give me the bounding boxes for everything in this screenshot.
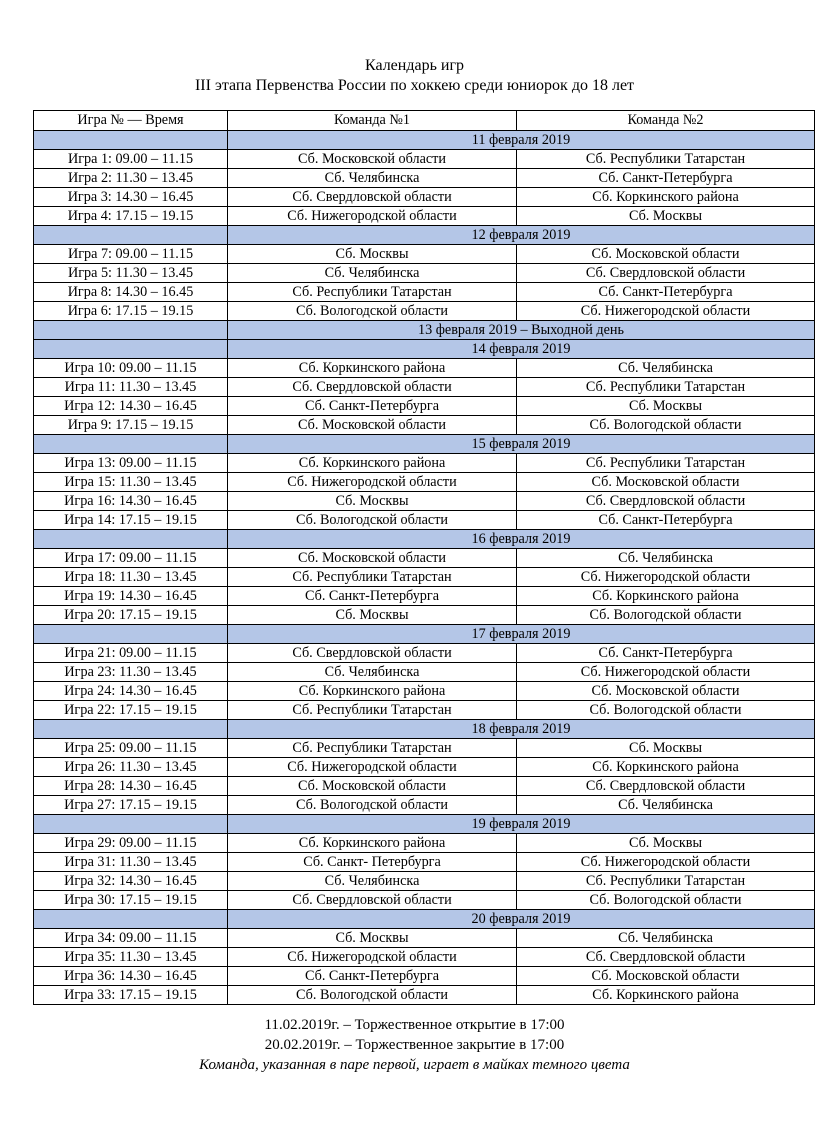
game-time-cell: Игра 18: 11.30 – 13.45	[34, 568, 228, 587]
date-row	[34, 226, 815, 245]
team-2-cell: Сб. Свердловской области	[517, 948, 815, 967]
team-1-cell: Сб. Республики Татарстан	[228, 568, 517, 587]
team-1-cell: Сб. Московской области	[228, 549, 517, 568]
team-1-cell: Сб. Свердловской области	[228, 644, 517, 663]
table-header-row	[34, 111, 815, 131]
team-1-cell: Сб. Москвы	[228, 606, 517, 625]
game-row	[34, 283, 815, 302]
game-row	[34, 606, 815, 625]
team-2-cell: Сб. Коркинского района	[517, 188, 815, 207]
game-time-cell: Игра 4: 17.15 – 19.15	[34, 207, 228, 226]
date-row-blank-cell	[34, 321, 228, 340]
game-row	[34, 986, 815, 1005]
game-time-cell: Игра 28: 14.30 – 16.45	[34, 777, 228, 796]
game-row	[34, 644, 815, 663]
game-row	[34, 929, 815, 948]
team-2-cell: Сб. Свердловской области	[517, 777, 815, 796]
game-time-cell: Игра 12: 14.30 – 16.45	[34, 397, 228, 416]
game-time-cell: Игра 34: 09.00 – 11.15	[34, 929, 228, 948]
game-time-cell: Игра 11: 11.30 – 13.45	[34, 378, 228, 397]
team-2-cell: Сб. Санкт-Петербурга	[517, 283, 815, 302]
team-1-cell: Сб. Челябинска	[228, 169, 517, 188]
game-row	[34, 454, 815, 473]
date-label: 16 февраля 2019	[228, 530, 815, 549]
game-time-cell: Игра 7: 09.00 – 11.15	[34, 245, 228, 264]
team-2-cell: Сб. Челябинска	[517, 359, 815, 378]
team-1-cell: Сб. Москвы	[228, 929, 517, 948]
game-row	[34, 587, 815, 606]
team-1-cell: Сб. Московской области	[228, 150, 517, 169]
game-time-cell: Игра 35: 11.30 – 13.45	[34, 948, 228, 967]
team-1-cell: Сб. Вологодской области	[228, 796, 517, 815]
date-row-blank-cell	[34, 131, 228, 150]
date-row-blank-cell	[34, 340, 228, 359]
game-row	[34, 796, 815, 815]
team-2-cell: Сб. Москвы	[517, 397, 815, 416]
team-2-cell: Сб. Вологодской области	[517, 606, 815, 625]
team-1-cell: Сб. Санкт-Петербурга	[228, 967, 517, 986]
team-1-cell: Сб. Свердловской области	[228, 378, 517, 397]
team-1-cell: Сб. Московской области	[228, 416, 517, 435]
game-time-cell: Игра 22: 17.15 – 19.15	[34, 701, 228, 720]
game-row	[34, 739, 815, 758]
team-2-cell: Сб. Республики Татарстан	[517, 454, 815, 473]
closing-ceremony-note: 20.02.2019г. – Торжественное закрытие в 17:00	[264, 1037, 565, 1053]
game-row	[34, 663, 815, 682]
date-row-blank-cell	[34, 910, 228, 929]
jersey-color-note: Команда, указанная в паре первой, играет в майках темного цвета	[199, 1057, 630, 1073]
game-time-cell: Игра 9: 17.15 – 19.15	[34, 416, 228, 435]
game-time-cell: Игра 5: 11.30 – 13.45	[34, 264, 228, 283]
team-1-cell: Сб. Вологодской области	[228, 511, 517, 530]
team-2-cell: Сб. Коркинского района	[517, 758, 815, 777]
team-1-cell: Сб. Свердловской области	[228, 891, 517, 910]
team-2-cell: Сб. Республики Татарстан	[517, 150, 815, 169]
game-row	[34, 378, 815, 397]
game-time-cell: Игра 27: 17.15 – 19.15	[34, 796, 228, 815]
team-2-cell: Сб. Республики Татарстан	[517, 378, 815, 397]
game-row	[34, 682, 815, 701]
team-1-cell: Сб. Челябинска	[228, 264, 517, 283]
game-time-cell: Игра 31: 11.30 – 13.45	[34, 853, 228, 872]
team-2-cell: Сб. Санкт-Петербурга	[517, 511, 815, 530]
date-row	[34, 625, 815, 644]
schedule-table	[33, 110, 815, 1005]
team-2-cell: Сб. Московской области	[517, 682, 815, 701]
game-row	[34, 188, 815, 207]
game-time-cell: Игра 32: 14.30 – 16.45	[34, 872, 228, 891]
game-time-cell: Игра 20: 17.15 – 19.15	[34, 606, 228, 625]
team-1-cell: Сб. Республики Татарстан	[228, 283, 517, 302]
game-time-cell: Игра 36: 14.30 – 16.45	[34, 967, 228, 986]
team-2-cell: Сб. Нижегородской области	[517, 853, 815, 872]
date-label: 11 февраля 2019	[228, 131, 815, 150]
game-row	[34, 169, 815, 188]
game-time-cell: Игра 33: 17.15 – 19.15	[34, 986, 228, 1005]
game-time-cell: Игра 3: 14.30 – 16.45	[34, 188, 228, 207]
team-2-cell: Сб. Республики Татарстан	[517, 872, 815, 891]
team-1-cell: Сб. Челябинска	[228, 872, 517, 891]
game-time-cell: Игра 8: 14.30 – 16.45	[34, 283, 228, 302]
header-game-time: Игра № — Время	[34, 111, 228, 131]
game-time-cell: Игра 25: 09.00 – 11.15	[34, 739, 228, 758]
date-row	[34, 530, 815, 549]
date-label: 15 февраля 2019	[228, 435, 815, 454]
team-2-cell: Сб. Вологодской области	[517, 891, 815, 910]
team-2-cell: Сб. Москвы	[517, 739, 815, 758]
team-2-cell: Сб. Московской области	[517, 967, 815, 986]
team-1-cell: Сб. Коркинского района	[228, 682, 517, 701]
team-1-cell: Сб. Нижегородской области	[228, 948, 517, 967]
game-row	[34, 568, 815, 587]
game-time-cell: Игра 26: 11.30 – 13.45	[34, 758, 228, 777]
team-1-cell: Сб. Коркинского района	[228, 834, 517, 853]
date-row-blank-cell	[34, 226, 228, 245]
date-label: 14 февраля 2019	[228, 340, 815, 359]
team-2-cell: Сб. Вологодской области	[517, 701, 815, 720]
game-row	[34, 511, 815, 530]
game-row	[34, 777, 815, 796]
team-1-cell: Сб. Коркинского района	[228, 454, 517, 473]
team-1-cell: Сб. Нижегородской области	[228, 758, 517, 777]
team-2-cell: Сб. Московской области	[517, 245, 815, 264]
date-row-blank-cell	[34, 435, 228, 454]
opening-ceremony-note: 11.02.2019г. – Торжественное открытие в 17:00	[264, 1017, 565, 1033]
date-row	[34, 910, 815, 929]
team-2-cell: Сб. Челябинска	[517, 796, 815, 815]
team-2-cell: Сб. Коркинского района	[517, 986, 815, 1005]
team-2-cell: Сб. Московской области	[517, 473, 815, 492]
game-time-cell: Игра 21: 09.00 – 11.15	[34, 644, 228, 663]
date-row	[34, 720, 815, 739]
team-1-cell: Сб. Нижегородской области	[228, 207, 517, 226]
date-row	[34, 340, 815, 359]
team-1-cell: Сб. Свердловской области	[228, 188, 517, 207]
team-1-cell: Сб. Вологодской области	[228, 302, 517, 321]
game-time-cell: Игра 2: 11.30 – 13.45	[34, 169, 228, 188]
date-row-blank-cell	[34, 815, 228, 834]
team-1-cell: Сб. Санкт- Петербурга	[228, 853, 517, 872]
game-time-cell: Игра 1: 09.00 – 11.15	[34, 150, 228, 169]
team-1-cell: Сб. Республики Татарстан	[228, 739, 517, 758]
game-row	[34, 207, 815, 226]
date-label: 13 февраля 2019 – Выходной день	[228, 321, 815, 340]
date-label: 12 февраля 2019	[228, 226, 815, 245]
team-2-cell: Сб. Нижегородской области	[517, 663, 815, 682]
game-row	[34, 359, 815, 378]
game-time-cell: Игра 24: 14.30 – 16.45	[34, 682, 228, 701]
team-1-cell: Сб. Челябинска	[228, 663, 517, 682]
team-2-cell: Сб. Москвы	[517, 207, 815, 226]
date-row-blank-cell	[34, 530, 228, 549]
date-row	[34, 131, 815, 150]
team-2-cell: Сб. Коркинского района	[517, 587, 815, 606]
date-label: 20 февраля 2019	[228, 910, 815, 929]
game-row	[34, 853, 815, 872]
document-title: Календарь игр	[364, 57, 464, 74]
team-1-cell: Сб. Москвы	[228, 245, 517, 264]
game-row	[34, 758, 815, 777]
game-row	[34, 701, 815, 720]
game-row	[34, 397, 815, 416]
header-team-2: Команда №2	[517, 111, 815, 131]
game-time-cell: Игра 19: 14.30 – 16.45	[34, 587, 228, 606]
date-row-blank-cell	[34, 720, 228, 739]
game-row	[34, 245, 815, 264]
game-time-cell: Игра 30: 17.15 – 19.15	[34, 891, 228, 910]
game-time-cell: Игра 15: 11.30 – 13.45	[34, 473, 228, 492]
date-row	[34, 321, 815, 340]
team-2-cell: Сб. Москвы	[517, 834, 815, 853]
date-label: 19 февраля 2019	[228, 815, 815, 834]
team-1-cell: Сб. Москвы	[228, 492, 517, 511]
game-row	[34, 264, 815, 283]
team-1-cell: Сб. Санкт-Петербурга	[228, 587, 517, 606]
game-row	[34, 473, 815, 492]
game-row	[34, 872, 815, 891]
team-2-cell: Сб. Нижегородской области	[517, 568, 815, 587]
game-row	[34, 150, 815, 169]
team-2-cell: Сб. Вологодской области	[517, 416, 815, 435]
team-2-cell: Сб. Санкт-Петербурга	[517, 644, 815, 663]
team-2-cell: Сб. Санкт-Петербурга	[517, 169, 815, 188]
game-row	[34, 834, 815, 853]
date-label: 18 февраля 2019	[228, 720, 815, 739]
date-row	[34, 435, 815, 454]
team-1-cell: Сб. Санкт-Петербурга	[228, 397, 517, 416]
game-row	[34, 416, 815, 435]
game-time-cell: Игра 29: 09.00 – 11.15	[34, 834, 228, 853]
schedule-body	[34, 131, 815, 1005]
header-team-1: Команда №1	[228, 111, 517, 131]
game-time-cell: Игра 10: 09.00 – 11.15	[34, 359, 228, 378]
game-time-cell: Игра 14: 17.15 – 19.15	[34, 511, 228, 530]
team-2-cell: Сб. Челябинска	[517, 929, 815, 948]
team-1-cell: Сб. Республики Татарстан	[228, 701, 517, 720]
game-row	[34, 302, 815, 321]
team-2-cell: Сб. Челябинска	[517, 549, 815, 568]
date-row-blank-cell	[34, 625, 228, 644]
date-row	[34, 815, 815, 834]
game-row	[34, 967, 815, 986]
team-1-cell: Сб. Вологодской области	[228, 986, 517, 1005]
game-row	[34, 549, 815, 568]
date-label: 17 февраля 2019	[228, 625, 815, 644]
team-2-cell: Сб. Нижегородской области	[517, 302, 815, 321]
game-time-cell: Игра 17: 09.00 – 11.15	[34, 549, 228, 568]
game-row	[34, 891, 815, 910]
team-1-cell: Сб. Московской области	[228, 777, 517, 796]
game-time-cell: Игра 13: 09.00 – 11.15	[34, 454, 228, 473]
game-time-cell: Игра 23: 11.30 – 13.45	[34, 663, 228, 682]
game-time-cell: Игра 6: 17.15 – 19.15	[34, 302, 228, 321]
game-time-cell: Игра 16: 14.30 – 16.45	[34, 492, 228, 511]
document-subtitle: III этапа Первенства России по хоккею среди юниорок до 18 лет	[194, 77, 635, 94]
game-row	[34, 948, 815, 967]
game-row	[34, 492, 815, 511]
team-1-cell: Сб. Нижегородской области	[228, 473, 517, 492]
team-1-cell: Сб. Коркинского района	[228, 359, 517, 378]
team-2-cell: Сб. Свердловской области	[517, 492, 815, 511]
team-2-cell: Сб. Свердловской области	[517, 264, 815, 283]
